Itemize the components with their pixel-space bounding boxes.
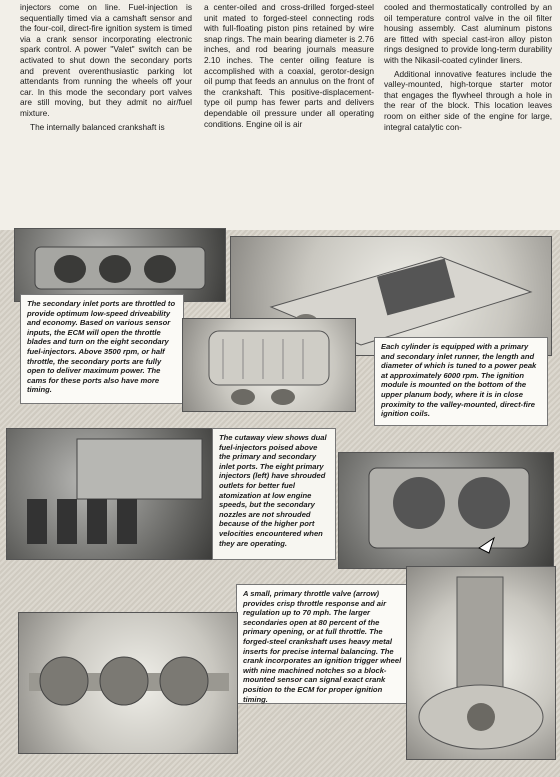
runner-caption: Each cylinder is equipped with a primary and secondary inlet runner, the length and diameter of which is tuned to a power peak at approximately 6000 rpm. The ignition module is mounted on the bottom of the upper planum body, where it is in close proximity to the valley-mounted, direct-fire ignition coils. (374, 337, 548, 426)
paragraph: injectors come on line. Fuel-injection is sequentially timed via a camshaft sensor and the four-coil, direct-fire ignition system is timed via a crank sensor incorporating electronic spark control. A power "Valet" switch can be activated to shut down the secondary ports and prevent overenthusiastic parking lot attendants from running the wheels off your car. In this mode the secondary port valves are still moving, but they admit no air/fuel mixture. (20, 2, 192, 118)
crank-end-photo (406, 566, 556, 760)
crankshaft-photo (18, 612, 238, 754)
throttle-body-photo (338, 452, 554, 569)
paragraph: cooled and thermostatically controlled by an oil temperature control valve in the oil filter housing assembly. Cast aluminum pistons are fitted with special cast-iron alloy piston rings designed to provide long-term durability with the Nikasil-coated cylinder liners. (384, 2, 552, 65)
article-column-2 (204, 2, 374, 132)
manifold-illustration (15, 229, 225, 301)
paragraph: Additional innovative features include the valley-mounted, high-torque starter motor that engages the flywheel through a hole in the rear of the block. This location leaves room on either side of the engine for large, integral catalytic con- (384, 68, 552, 132)
throttle-illustration (339, 453, 553, 568)
throttle-caption: A small, primary throttle valve (arrow) provides crisp throttle response and air regulation up to 70 mph. The larger secondaries open at 80 percent of the primary opening, or at full throttle. The forged-steel crankshaft uses heavy metal inserts for precise internal balancing. The crank incorporates an ignition trigger wheel with nine machined notches so a block-mounted sensor can signal exact crank position to the ECM for proper ignition timing. (236, 584, 410, 704)
secondary-ports-caption: The secondary inlet ports are throttled to provide optimum low-speed driveability and economy. Based on various sensor inputs, the ECM will open the throttle blades and turn on the eight secondary fuel-injectors. Above 3500 rpm, or half throttle, the secondary ports are fully open to deliver maximum power. The cams for these ports also have more timing. (20, 294, 184, 404)
article-column-3 (384, 2, 552, 135)
cutaway-caption: The cutaway view shows dual fuel-injectors poised above the primary and secondary inlet ports. The eight primary injectors (left) have shrouded outlets for better fuel atomization at low engine speeds, but the secondary nozzles are not shrouded because of the higher port velocities encountered when they are operating. (212, 428, 336, 560)
cutaway-illustration (7, 429, 212, 559)
crank-end-illustration (407, 567, 555, 759)
lower-manifold-illustration (183, 319, 355, 411)
paragraph: a center-oiled and cross-drilled forged-steel unit mated to forged-steel connecting rods with full-floating piston pins retained by wire snap rings. The main bearing diameter is 2.76 inches, and rod bearing journals measure 2.10 inches. The center oiling feature is accomplished with a coaxial, gerotor-design oil pump that feeds an annulus on the front of the crankshaft. This positive-displacement-type oil pump has fewer parts and delivers dependable oil pressure under all operating conditions. Engine oil is air (204, 2, 374, 129)
cutaway-injectors-photo (6, 428, 213, 560)
lower-manifold-photo (182, 318, 356, 412)
intake-manifold-photo (14, 228, 226, 302)
article-column-1 (20, 2, 192, 135)
crankshaft-illustration (19, 613, 237, 753)
paragraph: The internally balanced crankshaft is (30, 121, 165, 132)
